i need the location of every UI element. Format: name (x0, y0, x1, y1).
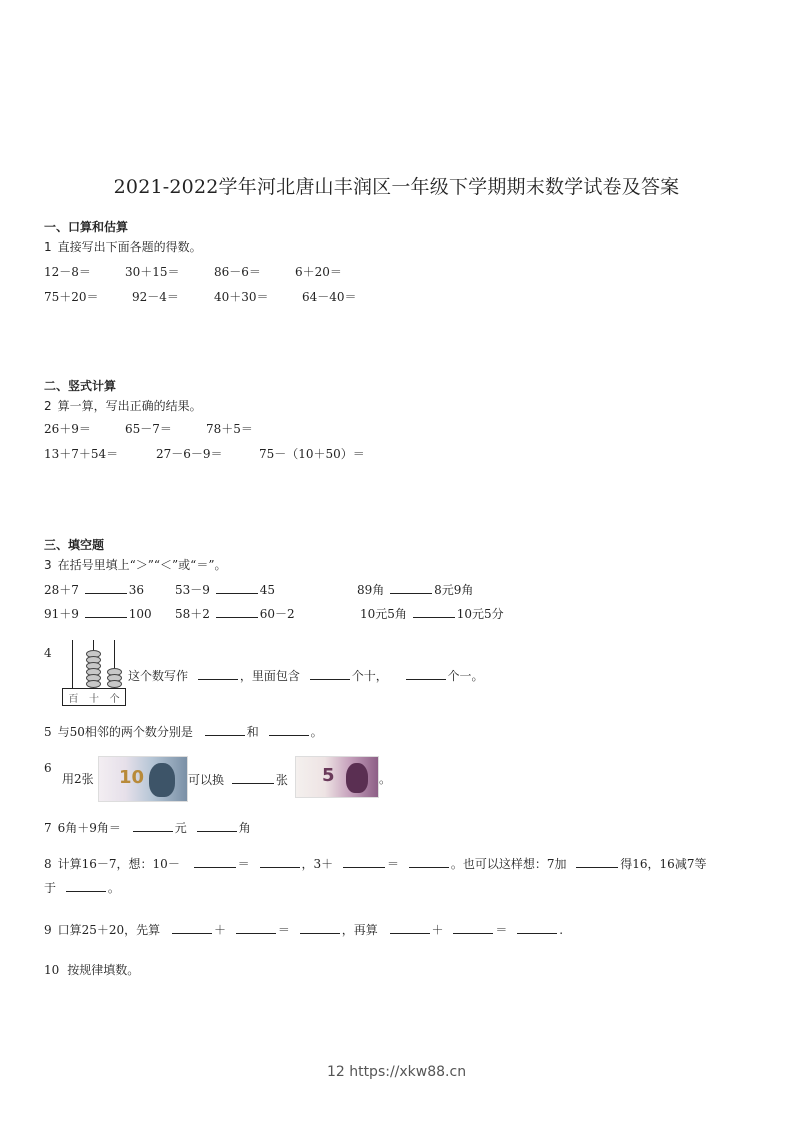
answer-blank[interactable] (197, 818, 237, 832)
abacus-diagram (60, 640, 126, 706)
question-number: 1 (44, 240, 52, 254)
document-title: 2021-2022学年河北唐山丰润区一年级下学期期末数学试卷及答案 (113, 176, 680, 198)
question-number: 6 (44, 761, 52, 775)
equation: 13＋7＋54＝ (44, 447, 119, 461)
answer-blank[interactable] (205, 722, 245, 736)
equation: 75－（10＋50）＝ (259, 447, 365, 461)
answer-blank[interactable] (576, 854, 618, 868)
answer-blank[interactable] (260, 854, 300, 868)
answer-blank[interactable] (85, 604, 127, 618)
answer-blank[interactable] (198, 666, 238, 680)
answer-blank[interactable] (269, 722, 309, 736)
equation: 27－6－9＝ (156, 447, 223, 461)
question-6-end: 。 (379, 772, 392, 786)
page-footer: 12 https://xkw88.cn (326, 1064, 467, 1080)
equation: 12－8＝ (44, 265, 91, 279)
abacus-label-ones: 个 (109, 693, 120, 705)
question-2-prompt (44, 397, 202, 414)
section-heading: 一、口算和估算 (44, 220, 129, 234)
answer-blank[interactable] (216, 580, 258, 594)
equation: 40＋30＝ (214, 290, 269, 304)
answer-blank[interactable] (406, 666, 446, 680)
section-heading: 三、填空题 (44, 538, 105, 552)
question-number: 3 (44, 558, 52, 572)
answer-blank[interactable] (133, 818, 173, 832)
abacus-label-tens: 十 (88, 693, 99, 705)
answer-blank[interactable] (216, 604, 258, 618)
question-8-continuation: 于 。 (44, 878, 120, 896)
comparison-item: 53－9 45 (175, 580, 275, 598)
question-1-prompt (44, 238, 202, 255)
question-text: 算一算，写出正确的结果。 (57, 399, 202, 413)
question-number: 4 (44, 646, 52, 660)
comparison-item: 58＋2 60－2 (175, 604, 295, 622)
question-10-text: 10 按规律填数。 (44, 963, 140, 977)
answer-blank[interactable] (85, 580, 127, 594)
answer-blank[interactable] (194, 854, 236, 868)
abacus-base (62, 688, 126, 706)
equation: 92－4＝ (132, 290, 179, 304)
answer-blank[interactable] (390, 920, 430, 934)
question-4-text: 这个数写作 ，里面包含 个十， 个一。 (128, 666, 484, 684)
answer-blank[interactable] (453, 920, 493, 934)
question-6-text: 用2张 (62, 772, 94, 786)
question-text: 在括号里填上“＞”“＜”或“＝”。 (57, 558, 227, 572)
ten-yuan-banknote-image: 10 (98, 756, 188, 802)
question-6-text: 可以换 张 (188, 770, 288, 788)
question-8-text: 8 计算16－7，想：10－ ＝ ，3＋ ＝ 。也可以这样想：7加 得16，16减7等 (44, 854, 706, 872)
equation: 64－40＝ (302, 290, 357, 304)
answer-blank[interactable] (517, 920, 557, 934)
comparison-item: 28＋7 36 (44, 580, 144, 598)
equation: 65－7＝ (125, 422, 172, 436)
equation: 86－6＝ (214, 265, 261, 279)
comparison-item: 89角 8元9角 (357, 580, 473, 598)
comparison-item: 10元5角 10元5分 (360, 604, 504, 622)
equation: 6＋20＝ (295, 265, 342, 279)
section-heading: 二、竖式计算 (44, 379, 117, 393)
answer-blank[interactable] (232, 770, 274, 784)
answer-blank[interactable] (413, 604, 455, 618)
equation: 30＋15＝ (125, 265, 180, 279)
abacus-label-hundreds: 百 (68, 693, 79, 705)
question-7-text: 7 6角＋9角＝ 元 角 (44, 818, 251, 836)
answer-blank[interactable] (66, 878, 106, 892)
comparison-item: 91＋9 100 (44, 604, 152, 622)
question-9-text: 9 口算25＋20，先算 ＋ ＝ ，再算 ＋ ＝ . (44, 920, 563, 938)
answer-blank[interactable] (343, 854, 385, 868)
question-5-text: 5 与50相邻的两个数分别是 和 。 (44, 722, 323, 740)
question-3-prompt (44, 556, 226, 573)
answer-blank[interactable] (310, 666, 350, 680)
answer-blank[interactable] (236, 920, 276, 934)
answer-blank[interactable] (409, 854, 449, 868)
answer-blank[interactable] (390, 580, 432, 594)
five-yuan-banknote-image: 5 (295, 756, 379, 798)
equation: 75＋20＝ (44, 290, 99, 304)
answer-blank[interactable] (172, 920, 212, 934)
question-number: 2 (44, 399, 52, 413)
equation: 78＋5＝ (206, 422, 253, 436)
answer-blank[interactable] (300, 920, 340, 934)
question-text: 直接写出下面各题的得数。 (57, 240, 202, 254)
equation: 26＋9＝ (44, 422, 91, 436)
